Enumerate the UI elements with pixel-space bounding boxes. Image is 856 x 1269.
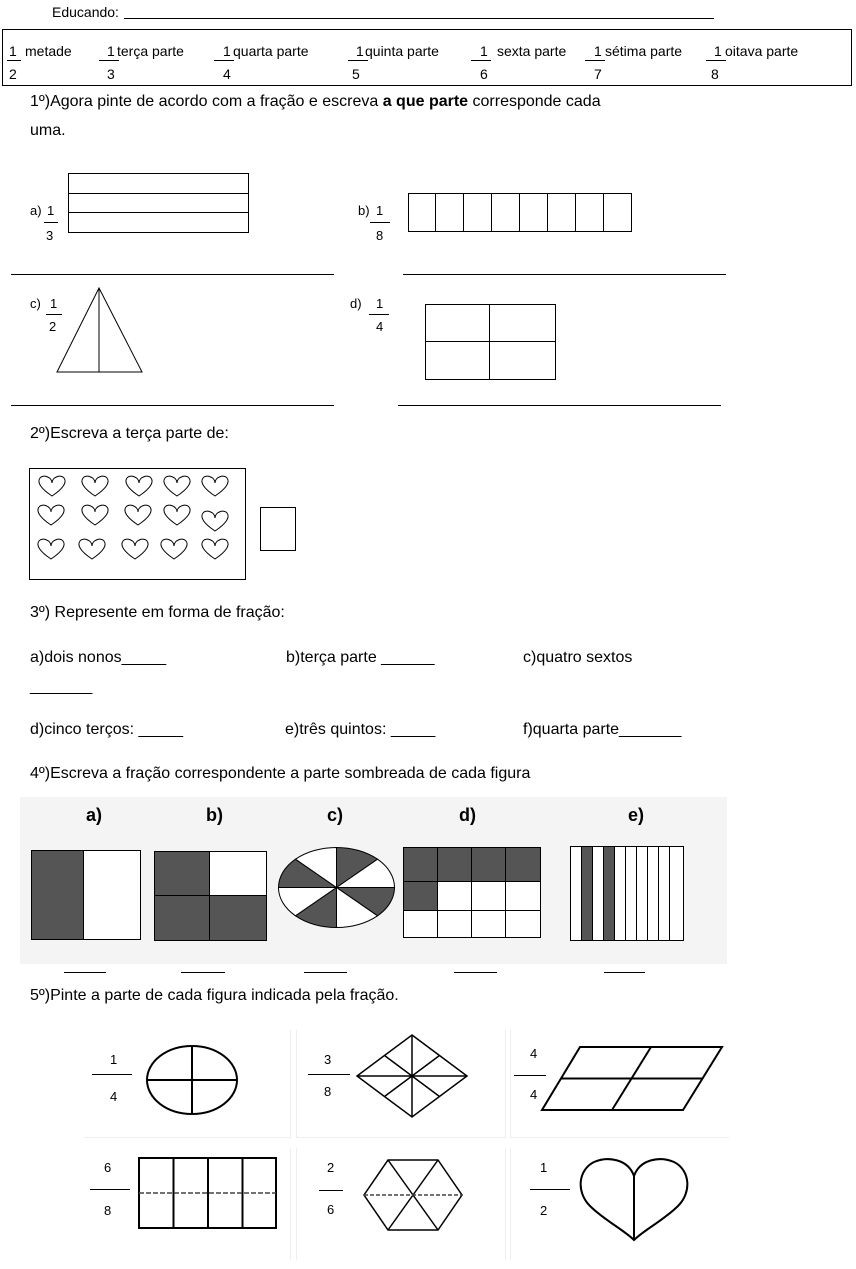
q1b-label: b) xyxy=(358,203,370,218)
q4-label-c: c) xyxy=(327,805,344,825)
q2-hearts[interactable] xyxy=(29,468,247,581)
q1a-answer-line[interactable] xyxy=(11,274,334,275)
legend-den: 7 xyxy=(594,66,602,82)
q4-instruction: 4º)Escreva a fração correspondente a parte sombreada de cada figura xyxy=(30,765,531,782)
q1-text-bold: a que parte xyxy=(382,93,469,110)
legend-den: 4 xyxy=(223,66,231,82)
heart-icon xyxy=(38,505,64,525)
heart-icon xyxy=(202,539,228,559)
q4-label-d: d) xyxy=(459,805,476,825)
q4c-answer-line[interactable] xyxy=(304,972,347,973)
q1a-den: 3 xyxy=(46,228,54,243)
q3b[interactable]: b)terça parte ______ xyxy=(286,649,435,666)
heart-icon xyxy=(125,505,151,525)
q1b-fraction-bar xyxy=(370,222,390,223)
q1d-answer-line[interactable] xyxy=(398,405,721,406)
q1a-rectangle-thirds[interactable] xyxy=(68,173,250,233)
legend-num: 1 xyxy=(9,43,17,59)
legend-label: terça parte xyxy=(117,43,184,59)
q1-text-a: 1º)Agora pinte de acordo com a fração e escreva xyxy=(30,93,383,110)
q1c-den: 2 xyxy=(49,319,57,334)
q3e[interactable]: e)três quintos: _____ xyxy=(285,721,436,738)
q1d-den: 4 xyxy=(376,319,384,334)
legend-bar xyxy=(706,60,726,61)
q4-figure-e xyxy=(570,846,686,942)
q5a-circle-quarters[interactable] xyxy=(145,1044,239,1116)
heart-icon xyxy=(126,476,152,496)
legend-num: 1 xyxy=(714,43,722,59)
q3c-line[interactable]: _______ xyxy=(30,678,93,695)
q1c-answer-line[interactable] xyxy=(11,405,334,406)
q5e-hexagon-sixths[interactable] xyxy=(362,1158,464,1232)
q1a-label: a) xyxy=(30,203,42,218)
q1a-fraction-bar xyxy=(44,222,58,223)
legend-label: quinta parte xyxy=(365,43,439,59)
legend-label: metade xyxy=(25,43,72,59)
q4-label-b: b) xyxy=(206,805,223,825)
legend-label: sétima parte xyxy=(605,43,683,59)
q1b-rectangle-eighths[interactable] xyxy=(408,193,633,233)
q1c-triangle-halves[interactable] xyxy=(56,287,144,373)
heart-icon xyxy=(202,476,228,496)
legend-den: 8 xyxy=(711,66,719,82)
q4b-answer-line[interactable] xyxy=(181,972,225,973)
legend-bar xyxy=(585,60,605,61)
q3f[interactable]: f)quarta parte_______ xyxy=(523,721,682,738)
q5b-fraction-bar xyxy=(308,1074,350,1075)
heart-icon xyxy=(82,505,108,525)
q5b-den: 8 xyxy=(324,1084,332,1099)
q5a-fraction-bar xyxy=(92,1074,132,1075)
q3d[interactable]: d)cinco terços: _____ xyxy=(30,721,183,738)
q3-instruction: 3º) Represente em forma de fração: xyxy=(30,604,285,621)
q1b-den: 8 xyxy=(376,228,384,243)
q4-figure-d xyxy=(403,847,543,939)
q4-label-e: e) xyxy=(628,805,645,825)
q4-label-a: a) xyxy=(86,805,103,825)
legend-num: 1 xyxy=(107,43,115,59)
q5c-den: 4 xyxy=(530,1087,538,1102)
q1b-answer-line[interactable] xyxy=(403,274,726,275)
q5f-num: 1 xyxy=(540,1160,548,1175)
q1c-label: c) xyxy=(30,296,41,311)
educando-name-line[interactable] xyxy=(124,18,714,19)
legend-label: oitava parte xyxy=(725,43,799,59)
legend-bar xyxy=(348,60,368,61)
heart-icon xyxy=(82,476,108,496)
q1b-num: 1 xyxy=(376,203,384,218)
legend-bar xyxy=(7,60,21,61)
heart-icon xyxy=(164,476,190,496)
legend-num: 1 xyxy=(594,43,602,59)
q1-text-b: corresponde cada xyxy=(468,93,601,110)
q3c[interactable]: c)quatro sextos xyxy=(523,649,633,666)
q1d-num: 1 xyxy=(376,296,384,311)
q5e-den: 6 xyxy=(327,1202,335,1217)
q4-figure-a xyxy=(31,850,142,941)
q3a[interactable]: a)dois nonos_____ xyxy=(30,649,167,666)
legend-bar xyxy=(471,60,491,61)
q1d-rectangle-quarters[interactable] xyxy=(425,304,557,381)
q1d-label: d) xyxy=(350,296,362,311)
q5d-den: 8 xyxy=(104,1203,112,1218)
q4e-answer-line[interactable] xyxy=(604,972,645,973)
legend-den: 2 xyxy=(9,66,17,82)
q4d-answer-line[interactable] xyxy=(454,972,497,973)
q4-figure-b xyxy=(154,851,268,942)
q5f-heart-halves[interactable] xyxy=(578,1156,690,1242)
q5d-fraction-bar xyxy=(90,1189,130,1190)
q1-instruction-line2: uma. xyxy=(30,122,66,139)
q5a-den: 4 xyxy=(110,1089,118,1104)
q5b-num: 3 xyxy=(324,1052,332,1067)
legend-den: 3 xyxy=(107,66,115,82)
heart-icon xyxy=(161,539,187,559)
q1d-fraction-bar xyxy=(369,314,389,315)
fraction-legend xyxy=(2,29,852,86)
q5f-den: 2 xyxy=(540,1203,548,1218)
q5b-diamond-eighths[interactable] xyxy=(355,1034,469,1118)
legend-num: 1 xyxy=(223,43,231,59)
heart-icon xyxy=(38,539,64,559)
q1c-num: 1 xyxy=(50,296,58,311)
q1-instruction xyxy=(30,92,601,112)
educando-label: Educando: xyxy=(52,4,119,20)
q4-figure-c xyxy=(278,847,396,929)
heart-icon xyxy=(122,539,148,559)
q2-instruction: 2º)Escreva a terça parte de: xyxy=(30,425,229,442)
q5c-num: 4 xyxy=(530,1046,538,1061)
heart-icon xyxy=(164,505,190,525)
q5d-num: 6 xyxy=(104,1160,112,1175)
legend-bar xyxy=(99,60,119,61)
legend-label: sexta parte xyxy=(497,43,567,59)
legend-bar xyxy=(214,60,234,61)
heart-icon xyxy=(79,539,105,559)
q5e-fraction-bar xyxy=(319,1190,343,1191)
legend-num: 1 xyxy=(356,43,364,59)
legend-den: 6 xyxy=(480,66,488,82)
heart-icon xyxy=(202,511,228,531)
q5f-fraction-bar xyxy=(530,1189,570,1190)
q4a-answer-line[interactable] xyxy=(64,972,106,973)
q5c-parallelogram-quarters[interactable] xyxy=(540,1045,724,1112)
q5a-num: 1 xyxy=(110,1052,118,1067)
legend-label: quarta parte xyxy=(233,43,309,59)
legend-den: 5 xyxy=(352,66,360,82)
legend-num: 1 xyxy=(480,43,488,59)
q1a-num: 1 xyxy=(47,203,55,218)
q2-answer-box[interactable] xyxy=(260,507,296,551)
q5e-num: 2 xyxy=(327,1160,335,1175)
q5-instruction: 5º)Pinte a parte de cada figura indicada pela fração. xyxy=(30,987,399,1004)
q5d-rectangle-eighths[interactable] xyxy=(138,1157,278,1229)
heart-icon xyxy=(39,476,65,496)
